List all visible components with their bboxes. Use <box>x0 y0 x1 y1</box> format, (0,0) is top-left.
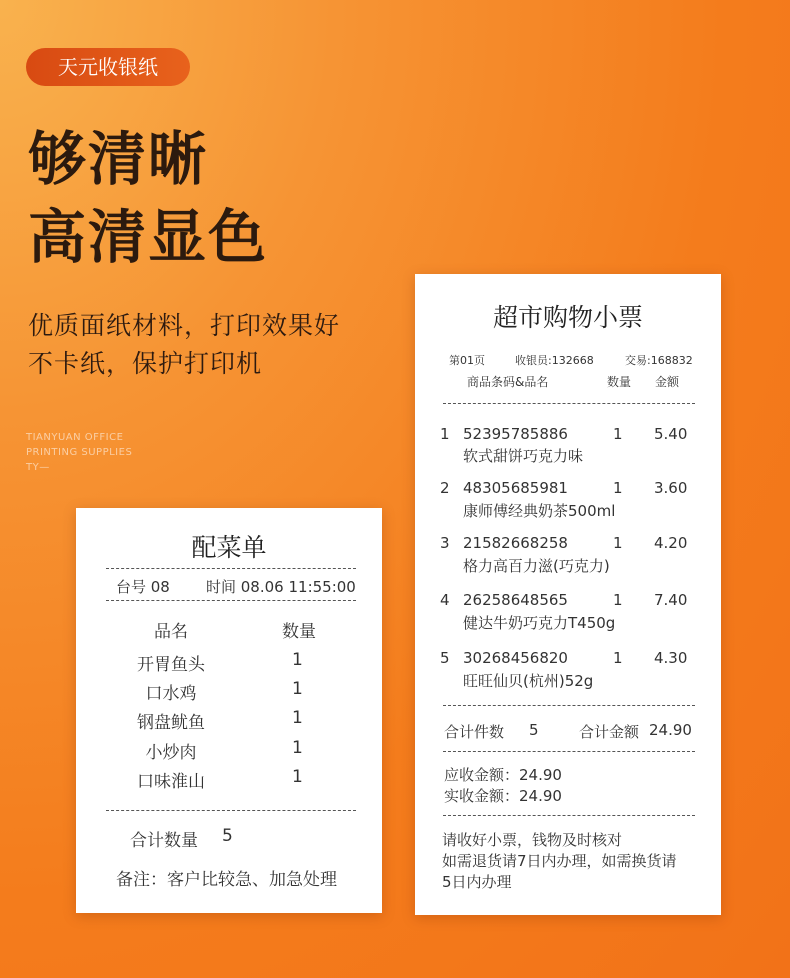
order-ticket-title: 配菜单 <box>191 533 267 562</box>
menu-item-qty: 1 <box>292 738 303 758</box>
receipt-item-code: 52395785886 <box>463 425 568 443</box>
headline-line-2: 高清显色 <box>28 203 269 271</box>
menu-item-qty: 1 <box>292 650 303 670</box>
column-header-code: 商品条码&品名 <box>467 375 549 389</box>
subtitle-line-1: 优质面纸材料，打印效果好 <box>28 311 341 340</box>
column-header-qty: 数量 <box>607 375 632 389</box>
receipt-trade-no: 交易:168832 <box>625 354 693 367</box>
receipt-item-index: 2 <box>440 479 450 497</box>
receipt-item-name: 健达牛奶巧克力T450g <box>463 614 616 632</box>
receipt-footer-line-3: 5日内办理 <box>442 873 512 891</box>
watermark-line-1: TIANYUAN OFFICE <box>26 432 124 443</box>
menu-item-qty: 1 <box>292 679 303 699</box>
subtitle-line-2: 不卡纸，保护打印机 <box>28 349 263 378</box>
divider <box>106 810 356 811</box>
receipt-item-code: 48305685981 <box>463 479 568 497</box>
receipt-cashier: 收银员:132668 <box>515 354 594 367</box>
headline-line-1: 够清晰 <box>28 125 209 193</box>
receipt-item-qty: 1 <box>613 425 623 443</box>
table-number: 台号 08 <box>116 578 170 596</box>
receipt-item-amount: 5.40 <box>654 425 688 443</box>
receipt-item-index: 4 <box>440 591 450 609</box>
menu-item-name: 小炒肉 <box>145 743 197 763</box>
divider <box>106 568 356 569</box>
order-note: 备注：客户比较急、加急处理 <box>116 870 337 890</box>
receipt-item-name: 旺旺仙贝(杭州)52g <box>463 672 594 690</box>
receipt-item-code: 21582668258 <box>463 534 568 552</box>
total-amount-value: 24.90 <box>649 721 692 739</box>
receipt-item-index: 5 <box>440 649 450 667</box>
menu-item-qty: 1 <box>292 708 303 728</box>
menu-item-name: 口味淮山 <box>137 772 205 792</box>
amount-paid: 实收金额：24.90 <box>444 787 562 805</box>
brand-watermark <box>26 430 132 475</box>
receipt-item-qty: 1 <box>613 591 623 609</box>
total-count-value: 5 <box>529 721 539 739</box>
receipt-item-index: 1 <box>440 425 450 443</box>
divider <box>443 815 695 816</box>
shopping-receipt <box>415 274 721 915</box>
watermark-line-3: TY— <box>26 462 50 473</box>
receipt-title: 超市购物小票 <box>492 303 643 332</box>
total-qty-label: 合计数量 <box>130 831 198 851</box>
receipt-footer-line-2: 如需退货请7日内办理，如需换货请 <box>442 852 677 870</box>
divider <box>443 705 695 706</box>
receipt-item-qty: 1 <box>613 479 623 497</box>
receipt-item-name: 格力高百力滋(巧克力) <box>463 557 610 575</box>
total-qty-value: 5 <box>222 826 233 846</box>
menu-item-name: 钢盘鱿鱼 <box>137 713 205 733</box>
receipt-item-name: 康师傅经典奶茶500ml <box>463 502 616 520</box>
receipt-item-amount: 3.60 <box>654 479 688 497</box>
divider <box>106 600 356 601</box>
menu-item-qty: 1 <box>292 767 303 787</box>
total-count-label: 合计件数 <box>444 723 505 741</box>
receipt-item-amount: 4.20 <box>654 534 688 552</box>
receipt-page: 第01页 <box>449 354 485 367</box>
receipt-item-qty: 1 <box>613 649 623 667</box>
receipt-item-amount: 7.40 <box>654 591 688 609</box>
menu-item-name: 口水鸡 <box>145 684 197 704</box>
menu-item-name: 开胃鱼头 <box>137 655 205 675</box>
receipt-item-amount: 4.30 <box>654 649 688 667</box>
total-amount-label: 合计金额 <box>579 723 640 741</box>
receipt-footer-line-1: 请收好小票，钱物及时核对 <box>442 831 623 849</box>
watermark-line-2: PRINTING SUPPLIES <box>26 447 133 458</box>
divider <box>443 403 695 404</box>
column-header-name: 品名 <box>154 622 188 642</box>
receipt-item-code: 30268456820 <box>463 649 568 667</box>
column-header-qty: 数量 <box>282 622 316 642</box>
receipt-item-index: 3 <box>440 534 450 552</box>
amount-due: 应收金额：24.90 <box>444 766 562 784</box>
receipt-item-qty: 1 <box>613 534 623 552</box>
receipt-item-code: 26258648565 <box>463 591 568 609</box>
order-time: 时间 08.06 11:55:00 <box>206 578 356 596</box>
order-ticket <box>76 508 382 913</box>
receipt-item-name: 软式甜饼巧克力味 <box>463 447 584 465</box>
column-header-amount: 金额 <box>655 375 680 389</box>
brand-badge: 天元收银纸 <box>26 48 190 86</box>
divider <box>443 751 695 752</box>
